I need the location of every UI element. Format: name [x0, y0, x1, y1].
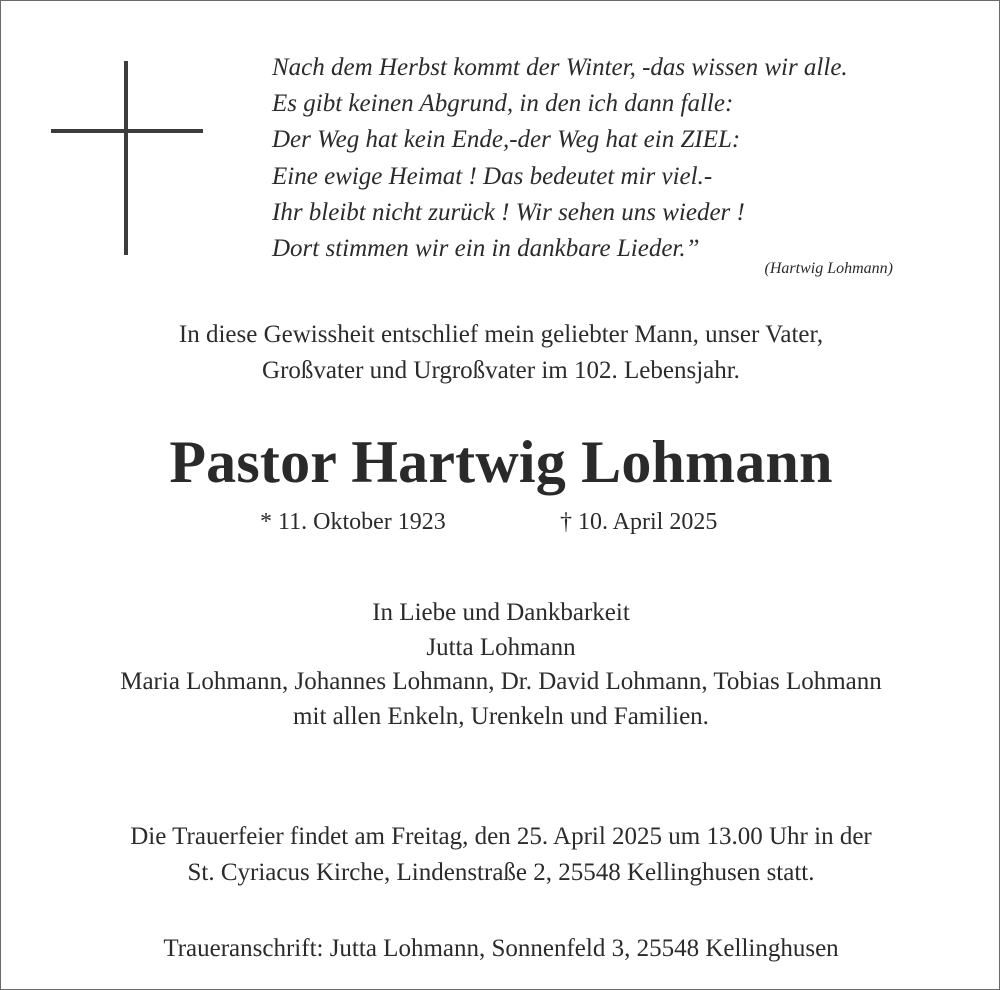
poem-line: Ihr bleibt nicht zurück ! Wir sehen uns wieder ! [272, 198, 745, 226]
mourning-address: Traueranschrift: Jutta Lohmann, Sonnenfeld 3, 25548 Kellinghusen [163, 935, 839, 962]
family-line: Jutta Lohmann [426, 633, 576, 661]
deceased-name: Pastor Hartwig Lohmann [169, 429, 833, 495]
intro-text [1, 317, 1000, 389]
family-line: mit allen Enkeln, Urenkeln und Familien. [293, 702, 709, 730]
death-date: † 10. April 2025 [560, 509, 718, 535]
cross-horizontal-bar [51, 129, 203, 133]
cross-icon [51, 61, 203, 255]
service-line: St. Cyriacus Kirche, Lindenstraße 2, 25548 Kellinghusen statt. [187, 859, 815, 886]
intro-line: Großvater und Urgroßvater im 102. Lebensjahr. [262, 357, 740, 384]
poem-line: Nach dem Herbst kommt der Winter, -das wissen wir alle. [272, 54, 848, 81]
family-signature [1, 596, 1000, 734]
poem-line: Der Weg hat kein Ende,-der Weg hat ein ZIEL: [272, 126, 741, 154]
intro-line: In diese Gewissheit entschlief mein geliebter Mann, unser Vater, [178, 321, 824, 348]
poem-line: Dort stimmen wir ein in dankbare Lieder.” [272, 235, 700, 263]
service-line: Die Trauerfeier findet am Freitag, den 25. April 2025 um 13.00 Uhr in der [130, 823, 872, 850]
poem-line: Eine ewige Heimat ! Das bedeutet mir viel.- [272, 162, 713, 190]
poem [272, 50, 972, 267]
birth-date: * 11. Oktober 1923 [260, 509, 446, 535]
family-line: Maria Lohmann, Johannes Lohmann, Dr. David Lohmann, Tobias Lohmann [120, 668, 882, 695]
family-line: In Liebe und Dankbarkeit [372, 599, 630, 626]
poem-line: Es gibt keinen Abgrund, in den ich dann falle: [272, 90, 734, 118]
funeral-service-info [1, 819, 1000, 891]
poem-author: (Hartwig Lohmann) [764, 260, 893, 277]
cross-vertical-bar [124, 61, 128, 255]
